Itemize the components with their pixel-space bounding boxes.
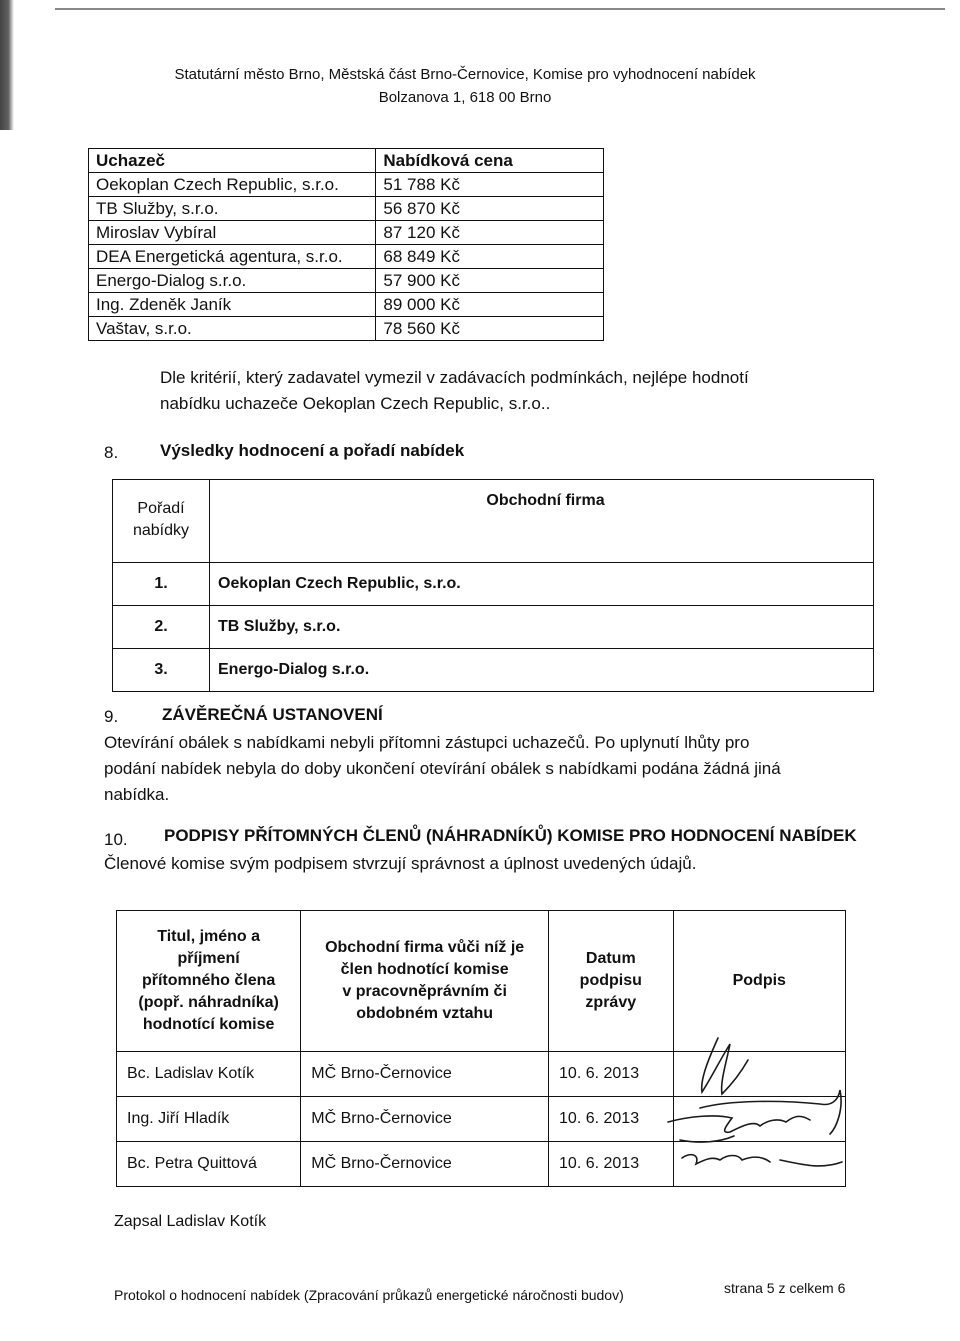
bid-price: 57 900 Kč <box>376 269 604 293</box>
bid-price: 56 870 Kč <box>376 197 604 221</box>
sign-col-signature: Podpis <box>673 911 845 1052</box>
bid-price: 78 560 Kč <box>376 317 604 341</box>
sign-col-firm-line: v pracovněprávním či <box>342 983 507 1000</box>
ranking-col-order-line1: Pořadí <box>137 500 185 517</box>
header-line-1: Statutární město Brno, Městská část Brno-Černovice, Komise pro vyhodnocení nabídek <box>174 66 756 83</box>
sign-col-member-line: přítomného člena <box>141 972 276 989</box>
table-row <box>89 197 604 221</box>
sign-col-firm-line: člen hodnotící komise <box>340 961 509 978</box>
rank-firm: Oekoplan Czech Republic, s.r.o. <box>210 563 874 606</box>
sign-col-firm <box>301 911 549 1052</box>
member-firm: MČ Brno-Černovice <box>301 1052 549 1097</box>
bids-table <box>88 148 604 341</box>
handwritten-signatures <box>660 1030 860 1200</box>
sign-date: 10. 6. 2013 <box>549 1052 674 1097</box>
sign-col-member-line: Titul, jméno a <box>157 928 261 945</box>
section-9-title: ZÁVĚREČNÁ USTANOVENÍ <box>162 705 383 724</box>
section-9-line-3: nabídka. <box>104 785 170 804</box>
ranking-table <box>112 479 874 692</box>
rank-firm: Energo-Dialog s.r.o. <box>210 649 874 692</box>
section-9-line-1: Otevírání obálek s nabídkami nebyli přítomni zástupci uchazečů. Po uplynutí lhůty pro <box>104 733 750 752</box>
sign-col-date-line: Datum <box>585 950 636 967</box>
bidder-name: Miroslav Vybíral <box>89 221 376 245</box>
rank-number: 1. <box>113 563 210 606</box>
member-name: Bc. Ladislav Kotík <box>117 1052 301 1097</box>
table-row <box>89 317 604 341</box>
bids-col-price: Nabídková cena <box>376 149 604 173</box>
rank-number: 3. <box>113 649 210 692</box>
sign-col-firm-line: Obchodní firma vůči níž je <box>325 939 525 956</box>
table-row <box>89 173 604 197</box>
section-10-line-1: Členové komise svým podpisem stvrzují správnost a úplnost uvedených údajů. <box>104 854 697 873</box>
recorded-by: Zapsal Ladislav Kotík <box>114 1213 267 1230</box>
bidder-name: Vaštav, s.r.o. <box>89 317 376 341</box>
section-10-number: 10. <box>104 830 128 849</box>
table-row <box>89 221 604 245</box>
sign-col-date <box>549 911 674 1052</box>
ranking-col-firm: Obchodní firma <box>210 480 874 563</box>
ranking-col-order <box>113 480 210 563</box>
sign-col-member-line: (popř. náhradníka) <box>138 994 279 1011</box>
bid-price: 89 000 Kč <box>376 293 604 317</box>
table-row <box>89 269 604 293</box>
bidder-name: Energo-Dialog s.r.o. <box>89 269 376 293</box>
section-9-number: 9. <box>104 707 119 726</box>
sign-col-date-line: podpisu <box>579 972 642 989</box>
section-8-title: Výsledky hodnocení a pořadí nabídek <box>160 441 465 460</box>
bidder-name: Oekoplan Czech Republic, s.r.o. <box>89 173 376 197</box>
table-row <box>113 606 874 649</box>
rank-number: 2. <box>113 606 210 649</box>
bidder-name: Ing. Zdeněk Janík <box>89 293 376 317</box>
sign-col-firm-line: obdobném vztahu <box>356 1005 494 1022</box>
sign-col-date-line: zprávy <box>585 994 637 1011</box>
footer-page-number: strana 5 z celkem 6 <box>724 1280 846 1296</box>
bids-col-bidder: Uchazeč <box>89 149 376 173</box>
ranking-table-header <box>113 480 874 563</box>
scan-top-line <box>55 8 945 10</box>
bid-price: 68 849 Kč <box>376 245 604 269</box>
sign-date: 10. 6. 2013 <box>549 1097 674 1142</box>
sign-col-member-line: příjmení <box>177 950 240 967</box>
table-row <box>113 563 874 606</box>
member-firm: MČ Brno-Černovice <box>301 1142 549 1187</box>
rank-firm: TB Služby, s.r.o. <box>210 606 874 649</box>
member-firm: MČ Brno-Černovice <box>301 1097 549 1142</box>
header-line-2: Bolzanova 1, 618 00 Brno <box>378 89 552 106</box>
member-name: Bc. Petra Quittová <box>117 1142 301 1187</box>
table-row <box>89 245 604 269</box>
table-row <box>89 293 604 317</box>
section-8-number: 8. <box>104 443 119 462</box>
sign-col-member <box>117 911 301 1052</box>
evaluation-line-2: nabídku uchazeče Oekoplan Czech Republic, s.r.o.. <box>160 394 551 413</box>
ranking-col-order-line2: nabídky <box>132 522 190 539</box>
scan-edge-mark <box>0 0 14 130</box>
sign-col-member-line: hodnotící komise <box>142 1016 275 1033</box>
evaluation-line-1: Dle kritérií, který zadavatel vymezil v zadávacích podmínkách, nejlépe hodnotí <box>160 368 749 387</box>
bid-price: 51 788 Kč <box>376 173 604 197</box>
bids-table-header <box>89 149 604 173</box>
member-name: Ing. Jiří Hladík <box>117 1097 301 1142</box>
bid-price: 87 120 Kč <box>376 221 604 245</box>
footer-protocol-title: Protokol o hodnocení nabídek (Zpracování průkazů energetické náročnosti budov) <box>114 1287 624 1303</box>
section-10-title: PODPISY PŘÍTOMNÝCH ČLENŮ (NÁHRADNÍKŮ) KOMISE PRO HODNOCENÍ NABÍDEK <box>164 826 857 845</box>
table-row <box>113 649 874 692</box>
sign-date: 10. 6. 2013 <box>549 1142 674 1187</box>
bidder-name: DEA Energetická agentura, s.r.o. <box>89 245 376 269</box>
bidder-name: TB Služby, s.r.o. <box>89 197 376 221</box>
section-9-line-2: podání nabídek nebyla do doby ukončení otevírání obálek s nabídkami podána žádná jiná <box>104 759 781 778</box>
